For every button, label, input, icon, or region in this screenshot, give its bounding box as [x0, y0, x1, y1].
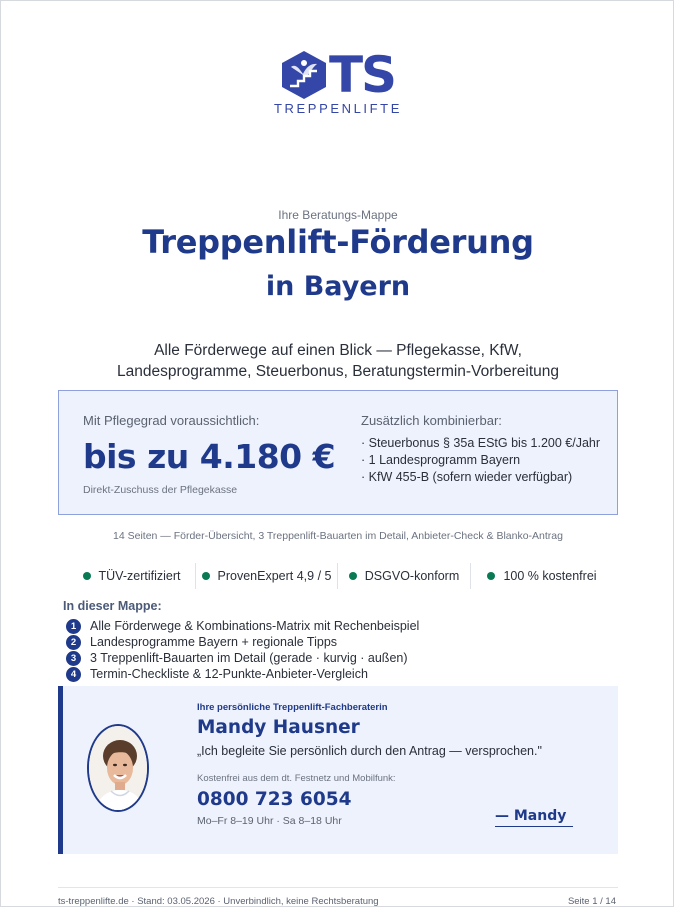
toc-number-badge: 3 — [66, 651, 81, 666]
badge-label: 100 % kostenfrei — [503, 569, 597, 583]
advisor-kicker: Ihre persönliche Treppenlift-Fachberaterin — [197, 702, 388, 713]
brand-logo — [1, 46, 674, 116]
badge-label: DSGVO-konform — [364, 569, 460, 583]
toc-item-text: Alle Förderwege & Kombinations-Matrix mit Rechenbeispiel — [90, 619, 420, 633]
funding-note: Direkt-Zuschuss der Pflegekasse — [83, 484, 238, 496]
toc-title: In dieser Mappe: — [63, 599, 162, 613]
badge-label: ProvenExpert 4,9 / 5 — [217, 569, 332, 583]
page-title: Treppenlift-Förderung — [142, 223, 534, 261]
advisor-name: Mandy Hausner — [197, 717, 360, 738]
combinable-item: · Steuerbonus § 35a EStG bis 1.200 €/Jahr — [361, 435, 611, 452]
combinable-label: Zusätzlich kombinierbar: — [361, 413, 502, 428]
status-dot-icon — [487, 572, 495, 580]
toc-item — [66, 634, 419, 650]
stair-lift-hexagon-icon — [281, 50, 327, 100]
funding-amount-block — [83, 413, 343, 496]
advisor-signature: — Mandy — [495, 808, 573, 827]
page-title-region: in Bayern — [265, 271, 411, 302]
funding-label: Mit Pflegegrad voraussichtlich: — [83, 413, 260, 428]
phone-number[interactable]: 0800 723 6054 — [197, 789, 352, 810]
funding-amount: bis zu 4.180 € — [83, 437, 336, 476]
logo-wordmark: TS — [328, 46, 396, 104]
funding-highlight-box — [58, 390, 618, 515]
lead-line-2: Landesprogramme, Steuerbonus, Beratungstermin-Vorbereitung — [116, 363, 559, 380]
badge-provenexpert — [196, 563, 338, 589]
pages-info: 14 Seiten — Förder-Übersicht, 3 Treppenlift-Bauarten im Detail, Anbieter-Check & Blanko-Antrag — [113, 530, 563, 542]
avatar-photo — [87, 724, 149, 812]
toc-item — [66, 650, 419, 666]
badge-free — [471, 563, 613, 589]
toc-list — [66, 618, 419, 682]
office-hours: Mo–Fr 8–19 Uhr · Sa 8–18 Uhr — [197, 815, 342, 827]
logo-subtitle: TREPPENLIFTE — [274, 101, 402, 116]
trust-badges — [68, 563, 613, 589]
page-number: Seite 1 / 14 — [567, 896, 616, 907]
badge-label: TÜV-zertifiziert — [98, 569, 181, 583]
combinable-block — [361, 413, 611, 486]
footer-info: ts-treppenlifte.de · Stand: 03.05.2026 · Unverbindlich, keine Rechtsberatung — [58, 896, 379, 907]
badge-tuev — [68, 563, 196, 589]
combinable-list — [361, 435, 611, 486]
combinable-item: · 1 Landesprogramm Bayern — [361, 452, 611, 469]
freecall-note: Kostenfrei aus dem dt. Festnetz und Mobilfunk: — [197, 773, 396, 784]
status-dot-icon — [202, 572, 210, 580]
toc-item-text: 3 Treppenlift-Bauarten im Detail (gerade · kurvig · außen) — [90, 651, 408, 665]
toc-number-badge: 4 — [66, 667, 81, 682]
toc-item-text: Landesprogramme Bayern + regionale Tipps — [90, 635, 338, 649]
status-dot-icon — [349, 572, 357, 580]
toc-item — [66, 666, 419, 682]
combinable-item: · KfW 455-B (sofern wieder verfügbar) — [361, 469, 611, 486]
avatar — [87, 724, 149, 812]
toc-item-text: Termin-Checkliste & 12-Punkte-Anbieter-Vergleich — [90, 667, 368, 681]
person-portrait-icon — [89, 726, 149, 812]
footer-divider — [58, 887, 618, 888]
lead-line-1: Alle Förderwege auf einen Blick — Pflegekasse, KfW, — [154, 342, 522, 359]
toc-number-badge: 1 — [66, 619, 81, 634]
toc-item — [66, 618, 419, 634]
toc-number-badge: 2 — [66, 635, 81, 650]
advisor-card — [58, 686, 618, 854]
lead-text — [61, 340, 615, 382]
cover-kicker: Ihre Beratungs-Mappe — [278, 208, 398, 222]
advisor-quote: „Ich begleite Sie persönlich durch den Antrag — versprochen." — [197, 744, 542, 758]
status-dot-icon — [83, 572, 91, 580]
badge-dsgvo — [338, 563, 471, 589]
